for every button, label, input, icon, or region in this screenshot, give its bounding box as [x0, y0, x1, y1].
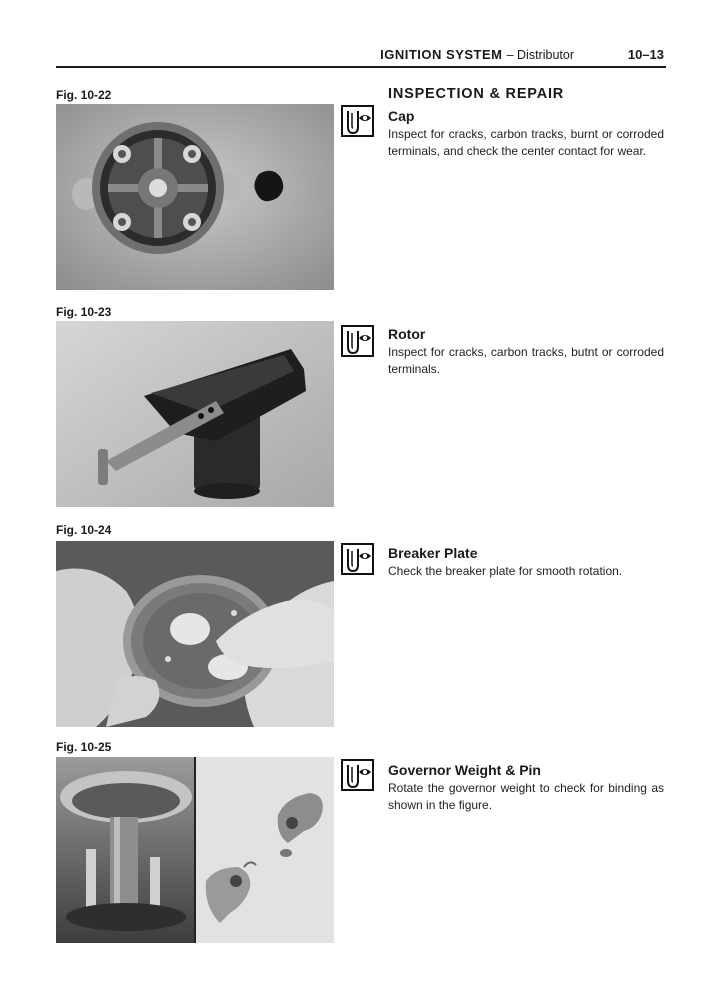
inspect-eye-icon: [341, 759, 374, 791]
figure-label-10-24: Fig. 10-24: [56, 523, 112, 537]
item-title-governor-weight: Governor Weight & Pin: [388, 762, 541, 778]
photo-distributor-cap: [56, 104, 334, 290]
photo-rotor: [56, 321, 334, 507]
header-title: IGNITION SYSTEM – Distributor: [380, 47, 574, 62]
item-text-rotor: Inspect for cracks, carbon tracks, butnt or corroded terminals.: [388, 345, 664, 376]
page-header: [56, 46, 666, 68]
inspect-eye-icon: [341, 325, 374, 357]
figure-label-10-23: Fig. 10-23: [56, 305, 112, 319]
item-text-breaker-plate: Check the breaker plate for smooth rotation.: [388, 564, 623, 578]
page-number: 10–13: [627, 47, 664, 62]
photo-governor-weight: [56, 757, 334, 943]
item-text-cap: Inspect for cracks, carbon tracks, burnt or corroded terminals, and check the center contact for wear.: [388, 127, 664, 158]
item-title-breaker-plate: Breaker Plate: [388, 545, 478, 561]
item-text-governor-weight: Rotate the governor weight to check for binding as shown in the figure.: [388, 781, 664, 812]
header-subtitle: – Distributor: [506, 48, 574, 62]
item-title-rotor: Rotor: [388, 326, 426, 342]
figure-label-10-22: Fig. 10-22: [56, 88, 112, 102]
inspect-eye-icon: [341, 105, 374, 137]
item-title-cap: Cap: [388, 108, 415, 124]
inspect-eye-icon: [341, 543, 374, 575]
photo-breaker-plate: [56, 541, 334, 727]
section-title: INSPECTION & REPAIR: [388, 86, 565, 102]
figure-label-10-25: Fig. 10-25: [56, 740, 112, 754]
